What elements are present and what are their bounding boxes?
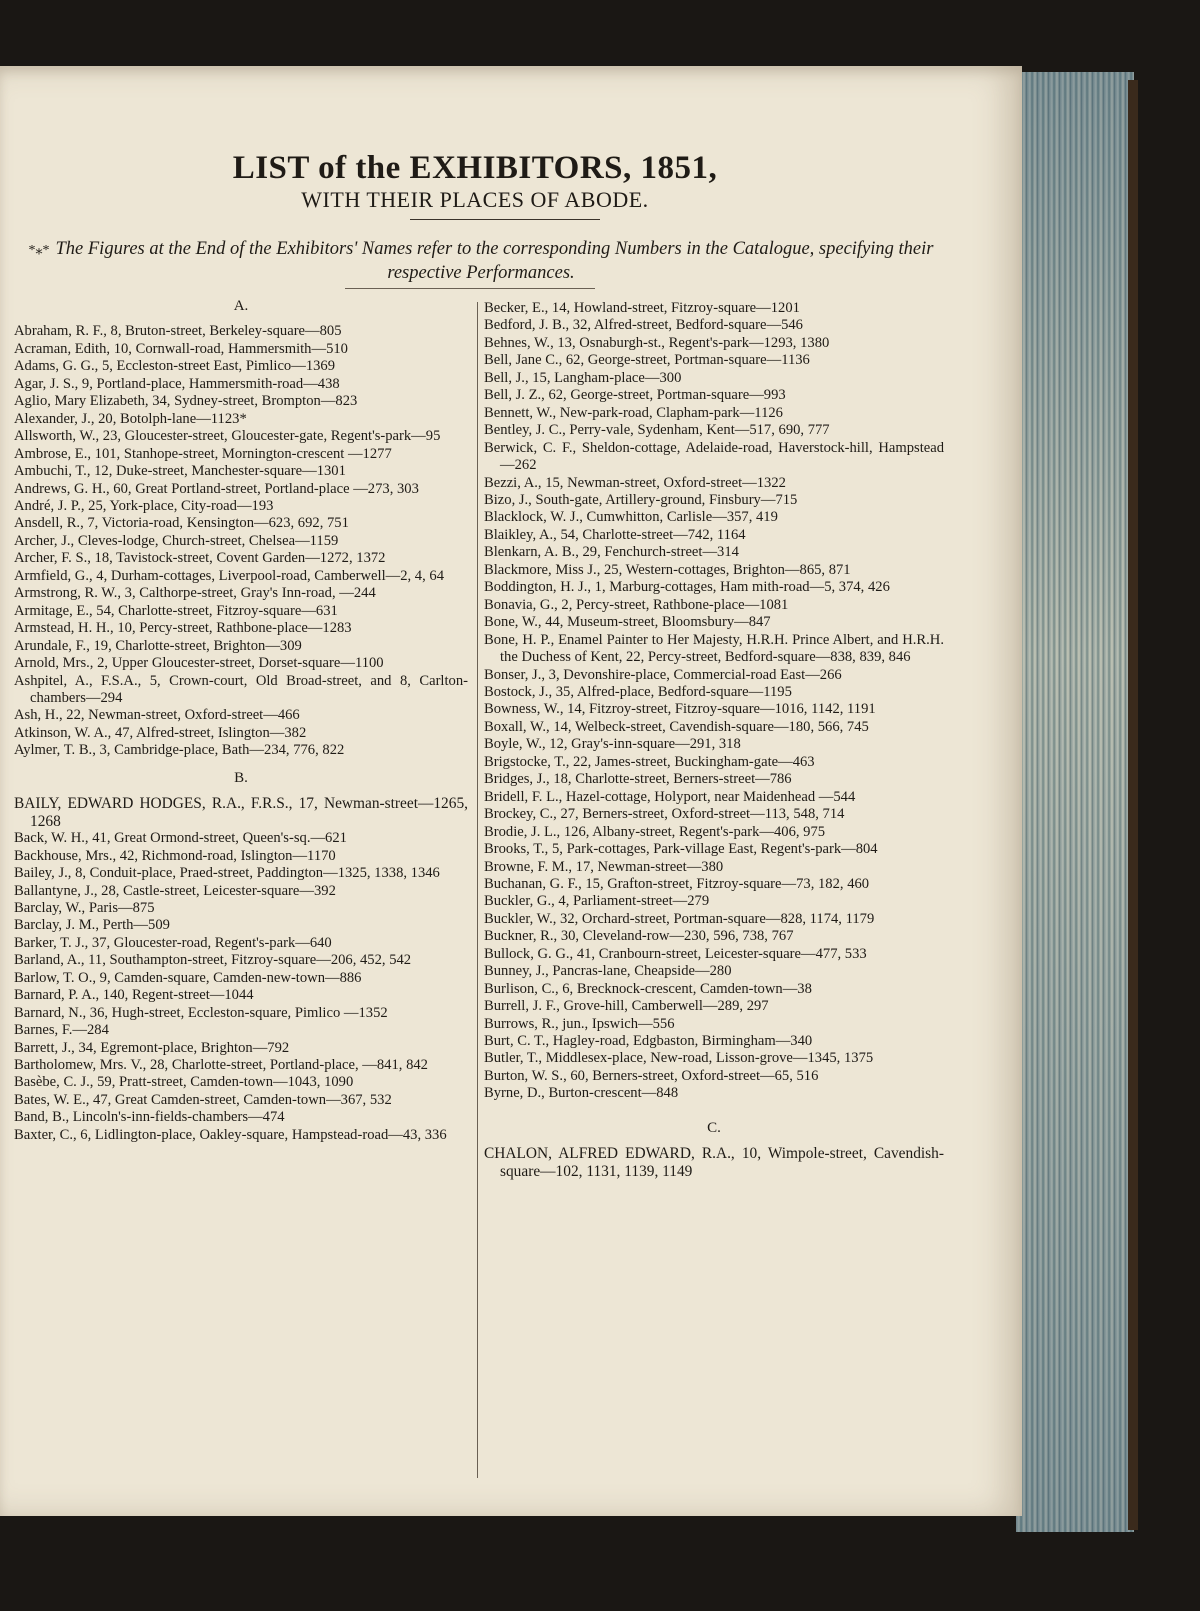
exhibitor-entry: Aglio, Mary Elizabeth, 34, Sydney-street, Brompton—823 [14, 393, 358, 410]
exhibitor-entry: Bell, J., 15, Langham-place—300 [484, 369, 682, 386]
exhibitor-entry: Ash, H., 22, Newman-street, Oxford-street—466 [14, 707, 300, 724]
exhibitor-entry: Archer, J., Cleves-lodge, Church-street, Chelsea—1159 [14, 532, 339, 549]
exhibitor-entry: Armitage, E., 54, Charlotte-street, Fitzroy-square—631 [14, 602, 338, 619]
exhibitor-entry: Bonser, J., 3, Devonshire-place, Commercial-road East—266 [484, 666, 842, 683]
exhibitor-entry: Arnold, Mrs., 2, Upper Gloucester-street, Dorset-square—1100 [14, 655, 384, 672]
exhibitor-entry: Bridell, F. L., Hazel-cottage, Holyport, near Maidenhead —544 [484, 788, 856, 805]
title-rule [410, 219, 600, 220]
exhibitor-entry: Bedford, J. B., 32, Alfred-street, Bedford-square—546 [484, 317, 803, 334]
exhibitor-entry: Basèbe, C. J., 59, Pratt-street, Camden-town—1043, 1090 [14, 1074, 354, 1091]
exhibitor-entry: Buckler, G., 4, Parliament-street—279 [484, 893, 710, 910]
exhibitor-entry: Bunney, J., Pancras-lane, Cheapside—280 [484, 963, 732, 980]
exhibitor-entry: Archer, F. S., 18, Tavistock-street, Covent Garden—1272, 1372 [14, 550, 386, 567]
exhibitor-entry: Browne, F. M., 17, Newman-street—380 [484, 858, 724, 875]
exhibitor-entry: Barclay, W., Paris—875 [14, 899, 155, 916]
exhibitor-entry: Allsworth, W., 23, Gloucester-street, Gloucester-gate, Regent's-park—95 [14, 428, 441, 445]
exhibitor-entry: Ambrose, E., 101, Stanhope-street, Mornington-crescent —1277 [14, 445, 392, 462]
right-column [484, 300, 944, 1180]
exhibitor-entry: Bartholomew, Mrs. V., 28, Charlotte-street, Portland-place, —841, 842 [14, 1057, 428, 1074]
exhibitor-entry: Barclay, J. M., Perth—509 [14, 917, 170, 934]
exhibitor-entry: Barlow, T. O., 9, Camden-square, Camden-new-town—886 [14, 969, 362, 986]
exhibitor-entry: Armstrong, R. W., 3, Calthorpe-street, Gray's Inn-road, —244 [14, 585, 376, 602]
exhibitor-entry: Abraham, R. F., 8, Bruton-street, Berkeley-square—805 [14, 323, 342, 340]
exhibitor-entry: Atkinson, W. A., 47, Alfred-street, Islington—382 [14, 724, 307, 741]
exhibitor-entry: Burrows, R., jun., Ipswich—556 [484, 1015, 675, 1032]
exhibitor-entry: Burrell, J. F., Grove-hill, Camberwell—289, 297 [484, 998, 769, 1015]
page-subtitle: WITH THEIR PLACES OF ABODE. [301, 187, 649, 212]
exhibitor-entry: Bates, W. E., 47, Great Camden-street, Camden-town—367, 532 [14, 1091, 392, 1108]
exhibitor-entry: Bell, J. Z., 62, George-street, Portman-square—993 [484, 387, 786, 404]
exhibitor-entry: André, J. P., 25, York-place, City-road—193 [14, 497, 274, 514]
exhibitor-entry: Buckner, R., 30, Cleveland-row—230, 596, 738, 767 [484, 928, 794, 945]
exhibitor-entry: Baxter, C., 6, Lidlington-place, Oakley-square, Hampstead-road—43, 336 [14, 1126, 447, 1143]
exhibitor-entry: Arundale, F., 19, Charlotte-street, Brighton—309 [14, 637, 302, 654]
exhibitor-entry-featured: CHALON, ALFRED EDWARD, R.A., 10, Wimpole-street, Cavendish-square—102, 1131, 1139, 1149 [484, 1145, 944, 1180]
exhibitor-entry: Buckler, W., 32, Orchard-street, Portman-square—828, 1174, 1179 [484, 910, 875, 927]
exhibitor-entry: Bowness, W., 14, Fitzroy-street, Fitzroy-square—1016, 1142, 1191 [484, 701, 876, 718]
column-divider [477, 302, 478, 1478]
exhibitor-entry: Andrews, G. H., 60, Great Portland-street, Portland-place —273, 303 [14, 480, 419, 497]
exhibitor-entry: Barnard, N., 36, Hugh-street, Eccleston-square, Pimlico —1352 [14, 1004, 388, 1021]
exhibitor-entry: Berwick, C. F., Sheldon-cottage, Adelaide-road, Haverstock-hill, Hampstead—262 [484, 439, 944, 474]
note-text: The Figures at the End of the Exhibitors' Names refer to the corresponding Numbers in the Catalogue, specifying their respective Performances. [55, 239, 934, 283]
exhibitor-list-a [14, 323, 468, 759]
exhibitor-entry: Burt, C. T., Hagley-road, Edgbaston, Birmingham—340 [484, 1033, 813, 1050]
exhibitor-entry: Aylmer, T. B., 3, Cambridge-place, Bath—234, 776, 822 [14, 742, 345, 759]
exhibitor-entry: Adams, G. G., 5, Eccleston-street East, Pimlico—1369 [14, 358, 336, 375]
exhibitor-entry: Brockey, C., 27, Berners-street, Oxford-street—113, 548, 714 [484, 806, 845, 823]
exhibitor-entry: Becker, E., 14, Howland-street, Fitzroy-square—1201 [484, 300, 800, 316]
exhibitor-entry: Blacklock, W. J., Cumwhitton, Carlisle—357, 419 [484, 509, 778, 526]
exhibitor-entry: Bonavia, G., 2, Percy-street, Rathbone-place—1081 [484, 596, 789, 613]
exhibitor-entry: Blackmore, Miss J., 25, Western-cottages, Brighton—865, 871 [484, 561, 851, 578]
left-column [14, 298, 468, 1144]
exhibitor-entry: Burlison, C., 6, Brecknock-crescent, Camden-town—38 [484, 980, 812, 997]
exhibitor-entry: Bone, H. P., Enamel Painter to Her Majesty, H.R.H. Prince Albert, and H.R.H. the Duchess of Kent, 22, Percy-street, Bedford-square—838, 839, 846 [484, 631, 944, 666]
exhibitor-entry: Bell, Jane C., 62, George-street, Portman-square—1136 [484, 352, 810, 369]
exhibitor-entry: Armstead, H. H., 10, Percy-street, Rathbone-place—1283 [14, 620, 352, 637]
exhibitor-entry: Ballantyne, J., 28, Castle-street, Leicester-square—392 [14, 882, 336, 899]
exhibitor-entry: Agar, J. S., 9, Portland-place, Hammersmith-road—438 [14, 375, 340, 392]
section-heading-a: A. [233, 298, 249, 314]
book-page [0, 66, 1022, 1516]
exhibitor-entry: Bentley, J. C., Perry-vale, Sydenham, Kent—517, 690, 777 [484, 422, 830, 439]
exhibitor-list-b-left [14, 830, 468, 1144]
exhibitor-entry: Burton, W. S., 60, Berners-street, Oxford-street—65, 516 [484, 1067, 819, 1084]
exhibitor-entry: Boyle, W., 12, Gray's-inn-square—291, 318 [484, 736, 741, 753]
exhibitor-list-b-right [484, 300, 944, 1103]
catalogue-note [16, 238, 946, 285]
exhibitor-entry: Band, B., Lincoln's-inn-fields-chambers—474 [14, 1109, 285, 1126]
exhibitor-entry: Barland, A., 11, Southampton-street, Fitzroy-square—206, 452, 542 [14, 952, 412, 969]
exhibitor-entry: Acraman, Edith, 10, Cornwall-road, Hammersmith—510 [14, 340, 348, 357]
exhibitor-entry: Bostock, J., 35, Alfred-place, Bedford-square—1195 [484, 683, 792, 700]
section-heading-b: B. [234, 769, 248, 786]
exhibitor-entry: Bone, W., 44, Museum-street, Bloomsbury—847 [484, 614, 771, 631]
exhibitor-entry-featured: BAILY, EDWARD HODGES, R.A., F.R.S., 17, Newman-street—1265, 1268 [14, 795, 468, 830]
exhibitor-entry: Barrett, J., 34, Egremont-place, Brighton—792 [14, 1039, 290, 1056]
exhibitor-entry: Boxall, W., 14, Welbeck-street, Cavendish-square—180, 566, 745 [484, 718, 869, 735]
exhibitor-entry: Behnes, W., 13, Osnaburgh-st., Regent's-park—1293, 1380 [484, 334, 830, 351]
exhibitor-entry: Blaikley, A., 54, Charlotte-street—742, 1164 [484, 526, 746, 543]
asterism-icon: *⁎* [28, 243, 50, 258]
exhibitor-entry: Barnes, F.—284 [14, 1022, 109, 1039]
exhibitor-entry: Buchanan, G. F., 15, Grafton-street, Fitzroy-square—73, 182, 460 [484, 875, 870, 892]
exhibitor-entry: Bennett, W., New-park-road, Clapham-park—1126 [484, 404, 783, 421]
exhibitor-entry: Backhouse, Mrs., 42, Richmond-road, Islington—1170 [14, 847, 336, 864]
exhibitor-entry: Byrne, D., Burton-crescent—848 [484, 1085, 679, 1102]
page-title: LIST of the EXHIBITORS, 1851, [232, 150, 718, 186]
book-cover-edge [1128, 80, 1138, 1530]
page-edge-shade [1016, 72, 1134, 1532]
exhibitor-entry: Back, W. H., 41, Great Ormond-street, Queen's-sq.—621 [14, 830, 347, 847]
exhibitor-entry: Barker, T. J., 37, Gloucester-road, Regent's-park—640 [14, 934, 332, 951]
exhibitor-entry: Blenkarn, A. B., 29, Fenchurch-street—314 [484, 544, 739, 561]
exhibitor-entry: Bezzi, A., 15, Newman-street, Oxford-street—1322 [484, 474, 786, 491]
exhibitor-entry: Brooks, T., 5, Park-cottages, Park-village East, Regent's-park—804 [484, 841, 878, 858]
exhibitor-entry: Bizo, J., South-gate, Artillery-ground, Finsbury—715 [484, 491, 798, 508]
exhibitor-entry: Armfield, G., 4, Durham-cottages, Liverpool-road, Camberwell—2, 4, 64 [14, 567, 444, 584]
exhibitor-entry: Bullock, G. G., 41, Cranbourn-street, Leicester-square—477, 533 [484, 945, 867, 962]
section-heading-c: C. [707, 1119, 721, 1136]
exhibitor-entry: Butler, T., Middlesex-place, New-road, Lisson-grove—1345, 1375 [484, 1050, 874, 1067]
exhibitor-entry: Ambuchi, T., 12, Duke-street, Manchester-square—1301 [14, 463, 346, 480]
exhibitor-entry: Alexander, J., 20, Botolph-lane—1123* [14, 410, 247, 427]
exhibitor-entry: Brigstocke, T., 22, James-street, Buckingham-gate—463 [484, 753, 815, 770]
exhibitor-entry: Ashpitel, A., F.S.A., 5, Crown-court, Old Broad-street, and 8, Carlton-chambers—294 [14, 672, 468, 706]
exhibitor-entry: Boddington, H. J., 1, Marburg-cottages, Ham mith-road—5, 374, 426 [484, 579, 890, 596]
exhibitor-entry: Ansdell, R., 7, Victoria-road, Kensington—623, 692, 751 [14, 515, 349, 532]
exhibitor-entry: Brodie, J. L., 126, Albany-street, Regent's-park—406, 975 [484, 823, 826, 840]
exhibitor-entry: Bailey, J., 8, Conduit-place, Praed-street, Paddington—1325, 1338, 1346 [14, 865, 440, 882]
exhibitor-entry: Bridges, J., 18, Charlotte-street, Berners-street—786 [484, 771, 792, 788]
exhibitor-entry: Barnard, P. A., 140, Regent-street—1044 [14, 987, 254, 1004]
note-rule [345, 288, 595, 289]
